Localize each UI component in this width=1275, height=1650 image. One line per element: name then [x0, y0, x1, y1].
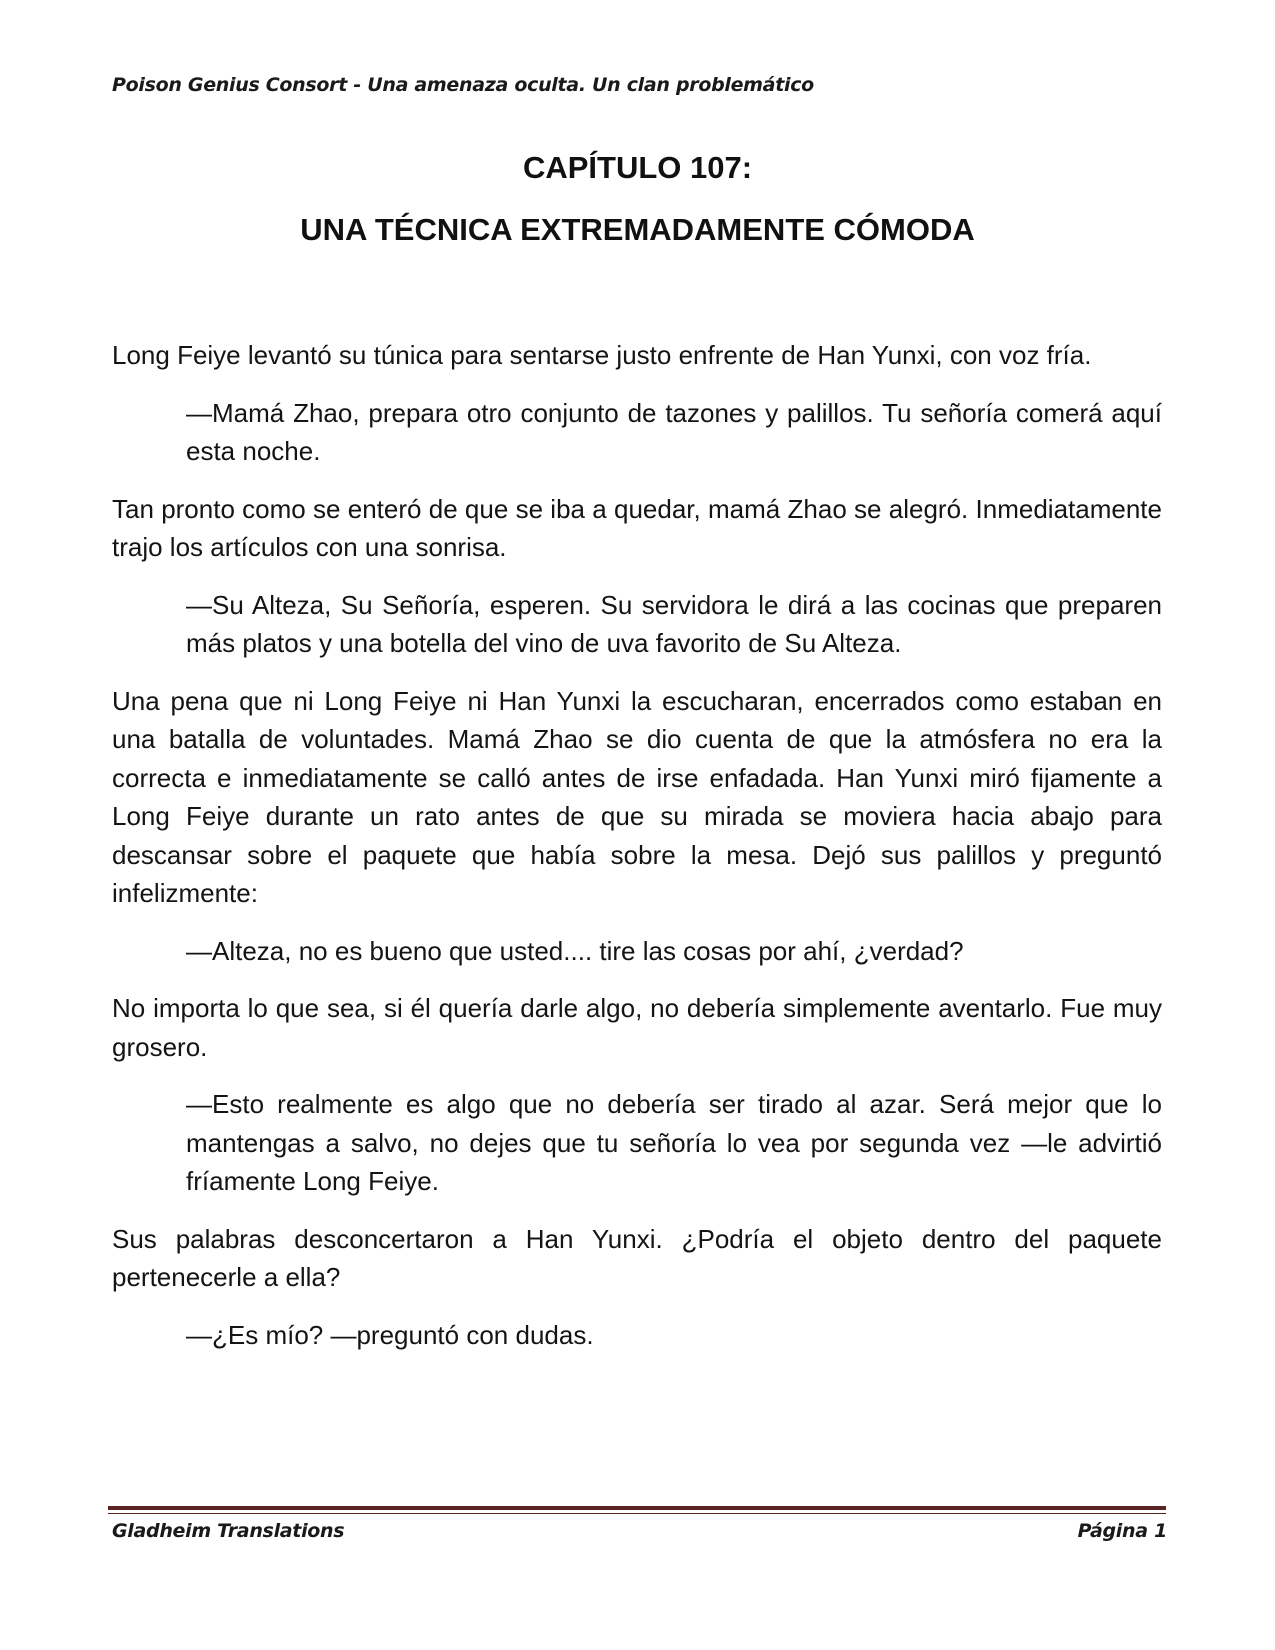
paragraph: Una pena que ni Long Feiye ni Han Yunxi la escucharan, encerrados como estaban en una batalla de voluntades. Mamá Zhao se dio cuenta de que la atmósfera no era la correcta e inmediatamente se calló antes de irse enfadada. Han Yunxi miró fijamente a Long Feiye durante un rato antes de que su mirada se moviera hacia abajo para descansar sobre el paquete que había sobre la mesa. Dejó sus palillos y preguntó infelizmente:: [112, 685, 1162, 908]
dialogue-paragraph: —Alteza, no es bueno que usted.... tire las cosas por ahí, ¿verdad?: [186, 935, 964, 966]
paragraph: Tan pronto como se enteró de que se iba a quedar, mamá Zhao se alegró. Inmediatamente trajo los artículos con una sonrisa.: [112, 493, 1162, 562]
dialogue-paragraph: —Esto realmente es algo que no debería ser tirado al azar. Será mejor que lo mantengas a salvo, no dejes que tu señoría lo vea por segunda vez —le advirtió fríamente Long Feiye.: [186, 1089, 1162, 1196]
chapter-number: CAPÍTULO 107:: [522, 150, 753, 185]
paragraph: Sus palabras desconcertaron a Han Yunxi. ¿Podría el objeto dentro del paquete pertenecerle a ella?: [112, 1223, 1162, 1292]
footer-rule: [108, 1506, 1166, 1510]
page-number: Página 1: [1077, 1520, 1167, 1542]
paragraph: Long Feiye levantó su túnica para sentarse justo enfrente de Han Yunxi, con voz fría.: [112, 340, 1092, 370]
dialogue-paragraph: —Su Alteza, Su Señoría, esperen. Su servidora le dirá a las cocinas que preparen más platos y una botella del vino de uva favorito de Su Alteza.: [186, 589, 1162, 658]
dialogue-paragraph: —¿Es mío? —preguntó con dudas.: [186, 1319, 594, 1350]
footer-rule-thin: [108, 1513, 1166, 1514]
chapter-title: UNA TÉCNICA EXTREMADAMENTE CÓMODA: [300, 212, 975, 247]
running-header: Poison Genius Consort - Una amenaza oculta. Un clan problemático: [112, 74, 814, 96]
dialogue-paragraph: —Mamá Zhao, prepara otro conjunto de tazones y palillos. Tu señoría comerá aquí esta noche.: [186, 397, 1162, 466]
chapter-body: [112, 336, 1162, 1373]
footer-publisher: Gladheim Translations: [112, 1520, 345, 1542]
paragraph: No importa lo que sea, si él quería darle algo, no debería simplemente aventarlo. Fue muy grosero.: [112, 993, 1162, 1062]
